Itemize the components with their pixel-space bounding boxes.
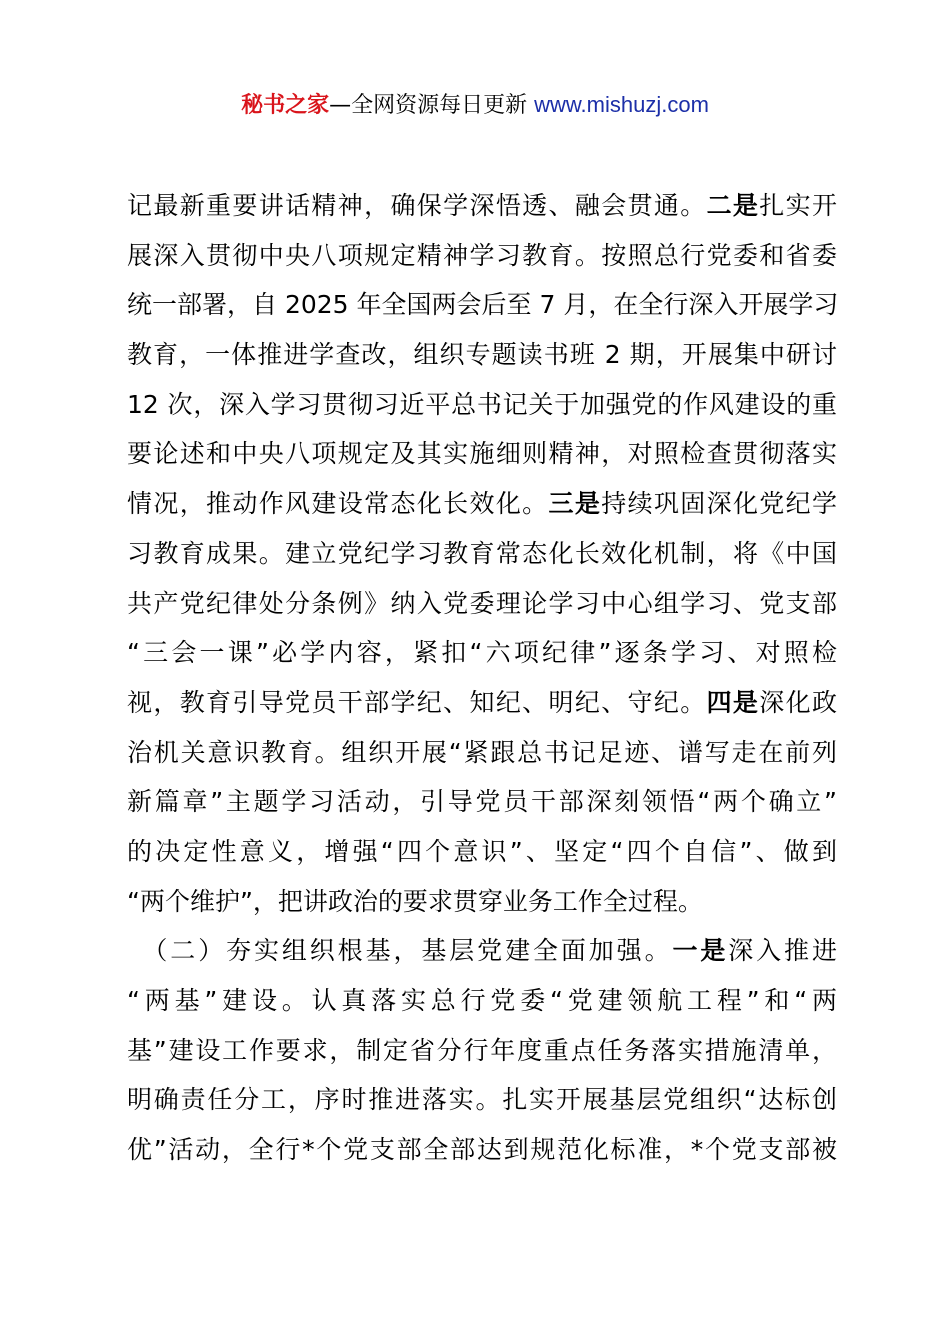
- text-line: [127, 330, 837, 380]
- text-run: 深化政: [759, 687, 837, 717]
- text-line: [127, 1125, 837, 1175]
- text-run: 的决定性意义，增强“四个意识”、坚定“四个自信”、做到: [127, 836, 837, 866]
- text-run: 情况，推动作风建设常态化长效化。: [127, 489, 549, 519]
- text-run: 展深入贯彻中央八项规定精神学习教育。按照总行党委和省委: [127, 240, 837, 270]
- brand-name: 秘书之家: [241, 93, 330, 118]
- text-run: 视，教育引导党员干部学纪、知纪、明纪、守纪。: [127, 687, 707, 717]
- text-line: [127, 777, 837, 827]
- text-run: 治机关意识教育。组织开展“紧跟总书记足迹、谱写走在前列: [127, 737, 837, 767]
- text-run: “三会一课”必学内容，紧扣“六项纪律”逐条学习、对照检: [127, 638, 837, 668]
- text-line: [127, 827, 837, 877]
- text-line: [127, 728, 837, 778]
- text-line: [127, 926, 837, 976]
- text-line: [127, 429, 837, 479]
- text-line: [127, 877, 837, 927]
- text-run: “两基”建设。认真落实总行党委“党建领航工程”和“两: [127, 986, 837, 1015]
- bold-keyword: 三是: [548, 489, 602, 519]
- bold-keyword: 四是: [706, 687, 760, 717]
- text-line: [127, 628, 837, 678]
- text-run: 共产党纪律处分条例》纳入党委理论学习中心组学习、党支部: [127, 588, 837, 618]
- text-line: [127, 280, 837, 330]
- text-run: 教育，一体推进学查改，组织专题读书班 2 期，开展集中研讨: [127, 340, 837, 370]
- header-url: www.mishuzj.com: [534, 92, 709, 117]
- text-line: [127, 1075, 837, 1125]
- bold-keyword: 一是: [672, 936, 729, 966]
- text-line: [127, 479, 837, 529]
- text-run: 新篇章”主题学习活动，引导党员干部深刻领悟“两个确立”: [127, 787, 837, 817]
- text-line: [127, 181, 837, 231]
- header-tagline: —全网资源每日更新: [329, 93, 535, 118]
- text-run: 习教育成果。建立党纪学习教育常态化长效化机制，将《中国: [127, 538, 837, 568]
- text-run: 优”活动，全行*个党支部全部达到规范化标准，*个党支部被: [127, 1135, 837, 1165]
- text-line: [127, 380, 837, 430]
- text-run: （二）夯实组织根基，基层党建全面加强。: [127, 936, 673, 966]
- text-line: [127, 976, 837, 1026]
- text-run: 深入推进: [728, 936, 837, 966]
- text-run: “两个维护”，把讲政治的要求贯穿业务工作全过程。: [127, 886, 703, 916]
- text-run: 明确责任分工，序时推进落实。扎实开展基层党组织“达标创: [127, 1085, 837, 1115]
- text-run: 12 次，深入学习贯彻习近平总书记关于加强党的作风建设的重: [127, 389, 837, 419]
- text-line: [127, 579, 837, 629]
- text-line: [127, 678, 837, 728]
- text-run: 基”建设工作要求，制定省分行年度重点任务落实措施清单，: [127, 1035, 837, 1065]
- text-run: 记最新重要讲话精神，确保学深悟透、融会贯通。: [127, 191, 707, 220]
- text-line: [127, 1026, 837, 1076]
- text-run: 扎实开: [759, 191, 837, 220]
- text-line: [127, 231, 837, 281]
- document-body: [127, 181, 837, 1175]
- text-run: 要论述和中央八项规定及其实施细则精神，对照检查贯彻落实: [127, 439, 837, 469]
- bold-keyword: 二是: [706, 191, 760, 220]
- page-header: [0, 88, 950, 123]
- text-run: 持续巩固深化党纪学: [601, 489, 837, 519]
- text-line: [127, 529, 837, 579]
- text-run: 统一部署，自 2025 年全国两会后至 7 月，在全行深入开展学习: [127, 290, 839, 320]
